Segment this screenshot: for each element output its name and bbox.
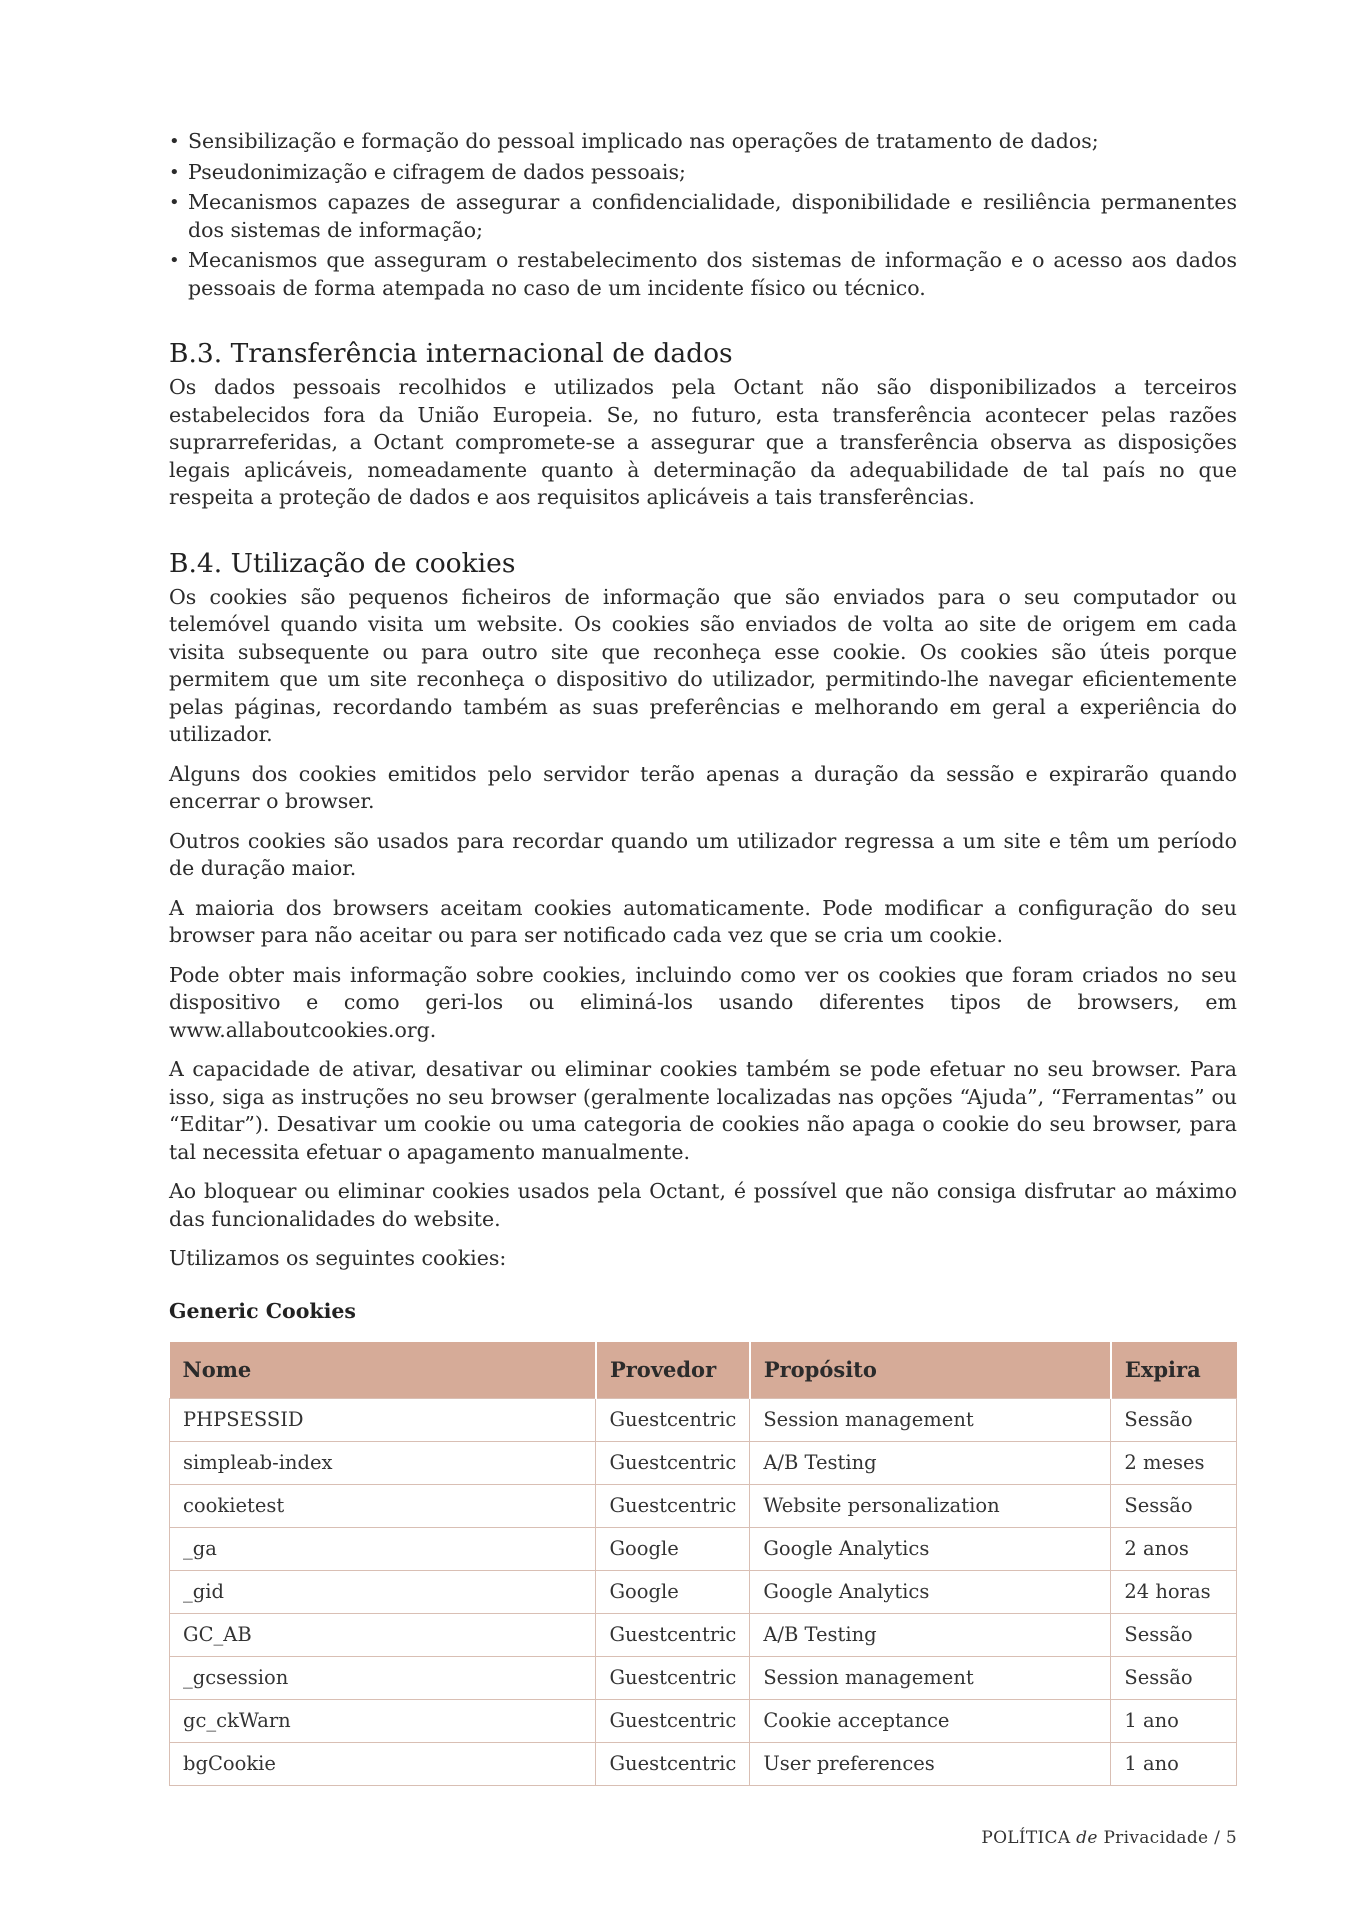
section-b4-paragraph: Outros cookies são usados para recordar quando um utilizador regressa a um site e têm um período de duração maior. xyxy=(169,828,1237,880)
section-b3-paragraph: Os dados pessoais recolhidos e utilizados pela Octant não são disponibilizados a terceiros estabelecidos fora da União Europeia. Se, no futuro, esta transferência acontecer pelas razões suprarreferidas, a Octant compromete-se a assegurar que a transferência observa as disposições legais aplicáveis, nomeadamente quanto à determinação da adequabilidade de tal país no que respeita a proteção de dados e aos requisitos aplicáveis a tais transferências. xyxy=(169,375,1237,509)
page-footer xyxy=(981,1828,1237,1848)
table-row xyxy=(170,1742,1237,1785)
cell-provedor: Guestcentric xyxy=(596,1484,750,1527)
cell-expira: 2 meses xyxy=(1111,1441,1237,1484)
cell-provedor: Guestcentric xyxy=(596,1742,750,1785)
footer-separator: / xyxy=(1214,1828,1221,1848)
bullet-icon: • xyxy=(169,161,180,183)
cell-proposito: User preferences xyxy=(750,1742,1111,1785)
list-item: • Mecanismos que asseguram o restabelecimento dos sistemas de informação e o acesso aos dados pessoais de forma atempada no caso de um incidente físico ou técnico. xyxy=(169,248,1237,300)
table-row xyxy=(170,1527,1237,1570)
cell-provedor: Guestcentric xyxy=(596,1699,750,1742)
column-header-expira: Expira xyxy=(1111,1342,1237,1399)
table-row xyxy=(170,1570,1237,1613)
cell-nome: gc_ckWarn xyxy=(170,1699,596,1742)
bullet-icon: • xyxy=(169,192,180,213)
cell-proposito: A/B Testing xyxy=(750,1441,1111,1484)
column-header-nome: Nome xyxy=(170,1342,596,1399)
cell-proposito: Google Analytics xyxy=(750,1570,1111,1613)
section-b4-paragraph: Os cookies são pequenos ficheiros de informação que são enviados para o seu computador ou telemóvel quando visita um website. Os cookies são enviados de volta ao site de origem em cada visita subsequente ou para outro site que reconheça esse cookie. Os cookies são úteis porque permitem que um site reconheça o dispositivo do utilizador, permitindo-lhe navegar eficientemente pelas páginas, recordando também as suas preferências e melhorando em geral a experiência do utilizador. xyxy=(169,584,1237,746)
bullet-icon: • xyxy=(169,131,180,152)
footer-title-part2: Privacidade xyxy=(1103,1828,1209,1848)
section-b4-paragraph: Alguns dos cookies emitidos pelo servidor terão apenas a duração da sessão e expirarão quando encerrar o browser. xyxy=(169,761,1237,813)
section-b4-paragraph: A capacidade de ativar, desativar ou eliminar cookies também se pode efetuar no seu browser. Para isso, siga as instruções no seu browser (geralmente localizadas nas opções “Ajuda”, “Ferramentas” ou “Editar”). Desativar um cookie ou uma categoria de cookies não apaga o cookie do seu browser, para tal necessita efetuar o apagamento manualmente. xyxy=(169,1057,1237,1164)
cell-proposito: Cookie acceptance xyxy=(750,1699,1111,1742)
column-header-proposito: Propósito xyxy=(750,1342,1111,1399)
cell-expira: 24 horas xyxy=(1111,1570,1237,1613)
table-row xyxy=(170,1484,1237,1527)
security-measures-list xyxy=(169,128,1237,302)
section-b4-title: B.4. Utilização de cookies xyxy=(169,547,516,579)
cell-proposito: Session management xyxy=(750,1656,1111,1699)
cell-nome: bgCookie xyxy=(170,1742,596,1785)
cell-proposito: Website personalization xyxy=(750,1484,1111,1527)
column-header-provedor: Provedor xyxy=(596,1342,750,1399)
cell-nome: simpleab-index xyxy=(170,1441,596,1484)
cookies-table xyxy=(169,1342,1237,1786)
table-row xyxy=(170,1613,1237,1656)
table-row xyxy=(170,1699,1237,1742)
table-header-row xyxy=(170,1342,1237,1399)
footer-title-italic: de xyxy=(1076,1828,1098,1848)
cell-provedor: Guestcentric xyxy=(596,1613,750,1656)
document-page xyxy=(169,128,1237,1786)
cell-proposito: A/B Testing xyxy=(750,1613,1111,1656)
cell-provedor: Guestcentric xyxy=(596,1441,750,1484)
list-item: • Sensibilização e formação do pessoal implicado nas operações de tratamento de dados; xyxy=(169,128,1237,156)
cell-expira: Sessão xyxy=(1111,1613,1237,1656)
footer-title-part1: POLÍTICA xyxy=(981,1828,1071,1848)
cell-expira: Sessão xyxy=(1111,1398,1237,1441)
cell-expira: Sessão xyxy=(1111,1656,1237,1699)
cell-provedor: Guestcentric xyxy=(596,1656,750,1699)
section-b4-paragraph: Utilizamos os seguintes cookies: xyxy=(169,1246,507,1270)
cell-nome: cookietest xyxy=(170,1484,596,1527)
list-item: • Mecanismos capazes de assegurar a confidencialidade, disponibilidade e resiliência permanentes dos sistemas de informação; xyxy=(169,190,1237,242)
cell-proposito: Google Analytics xyxy=(750,1527,1111,1570)
cell-expira: Sessão xyxy=(1111,1484,1237,1527)
cell-nome: _gid xyxy=(170,1570,596,1613)
cell-provedor: Google xyxy=(596,1570,750,1613)
cell-proposito: Session management xyxy=(750,1398,1111,1441)
cell-expira: 1 ano xyxy=(1111,1742,1237,1785)
cell-nome: _gcsession xyxy=(170,1656,596,1699)
cell-expira: 2 anos xyxy=(1111,1527,1237,1570)
table-caption: Generic Cookies xyxy=(169,1298,356,1323)
bullet-icon: • xyxy=(169,250,180,271)
section-b3-title: B.3. Transferência internacional de dados xyxy=(169,338,733,369)
section-b4-paragraph: Pode obter mais informação sobre cookies, incluindo como ver os cookies que foram criados no seu dispositivo e como geri-los ou eliminá-los usando diferentes tipos de browsers, em www.allaboutcookies.org. xyxy=(169,962,1237,1042)
cell-provedor: Guestcentric xyxy=(596,1398,750,1441)
list-item: • Pseudonimização e cifragem de dados pessoais; xyxy=(169,159,1237,187)
page-number: 5 xyxy=(1225,1828,1237,1848)
section-b4-paragraph: A maioria dos browsers aceitam cookies automaticamente. Pode modificar a configuração do seu browser para não aceitar ou para ser notificado cada vez que se cria um cookie. xyxy=(169,895,1237,947)
cell-nome: _ga xyxy=(170,1527,596,1570)
section-b4-paragraph: Ao bloquear ou eliminar cookies usados pela Octant, é possível que não consiga disfrutar ao máximo das funcionalidades do website. xyxy=(169,1179,1237,1231)
cell-expira: 1 ano xyxy=(1111,1699,1237,1742)
table-row xyxy=(170,1398,1237,1441)
cell-nome: PHPSESSID xyxy=(170,1398,596,1441)
cell-nome: GC_AB xyxy=(170,1613,596,1656)
table-row xyxy=(170,1656,1237,1699)
table-row xyxy=(170,1441,1237,1484)
cell-provedor: Google xyxy=(596,1527,750,1570)
